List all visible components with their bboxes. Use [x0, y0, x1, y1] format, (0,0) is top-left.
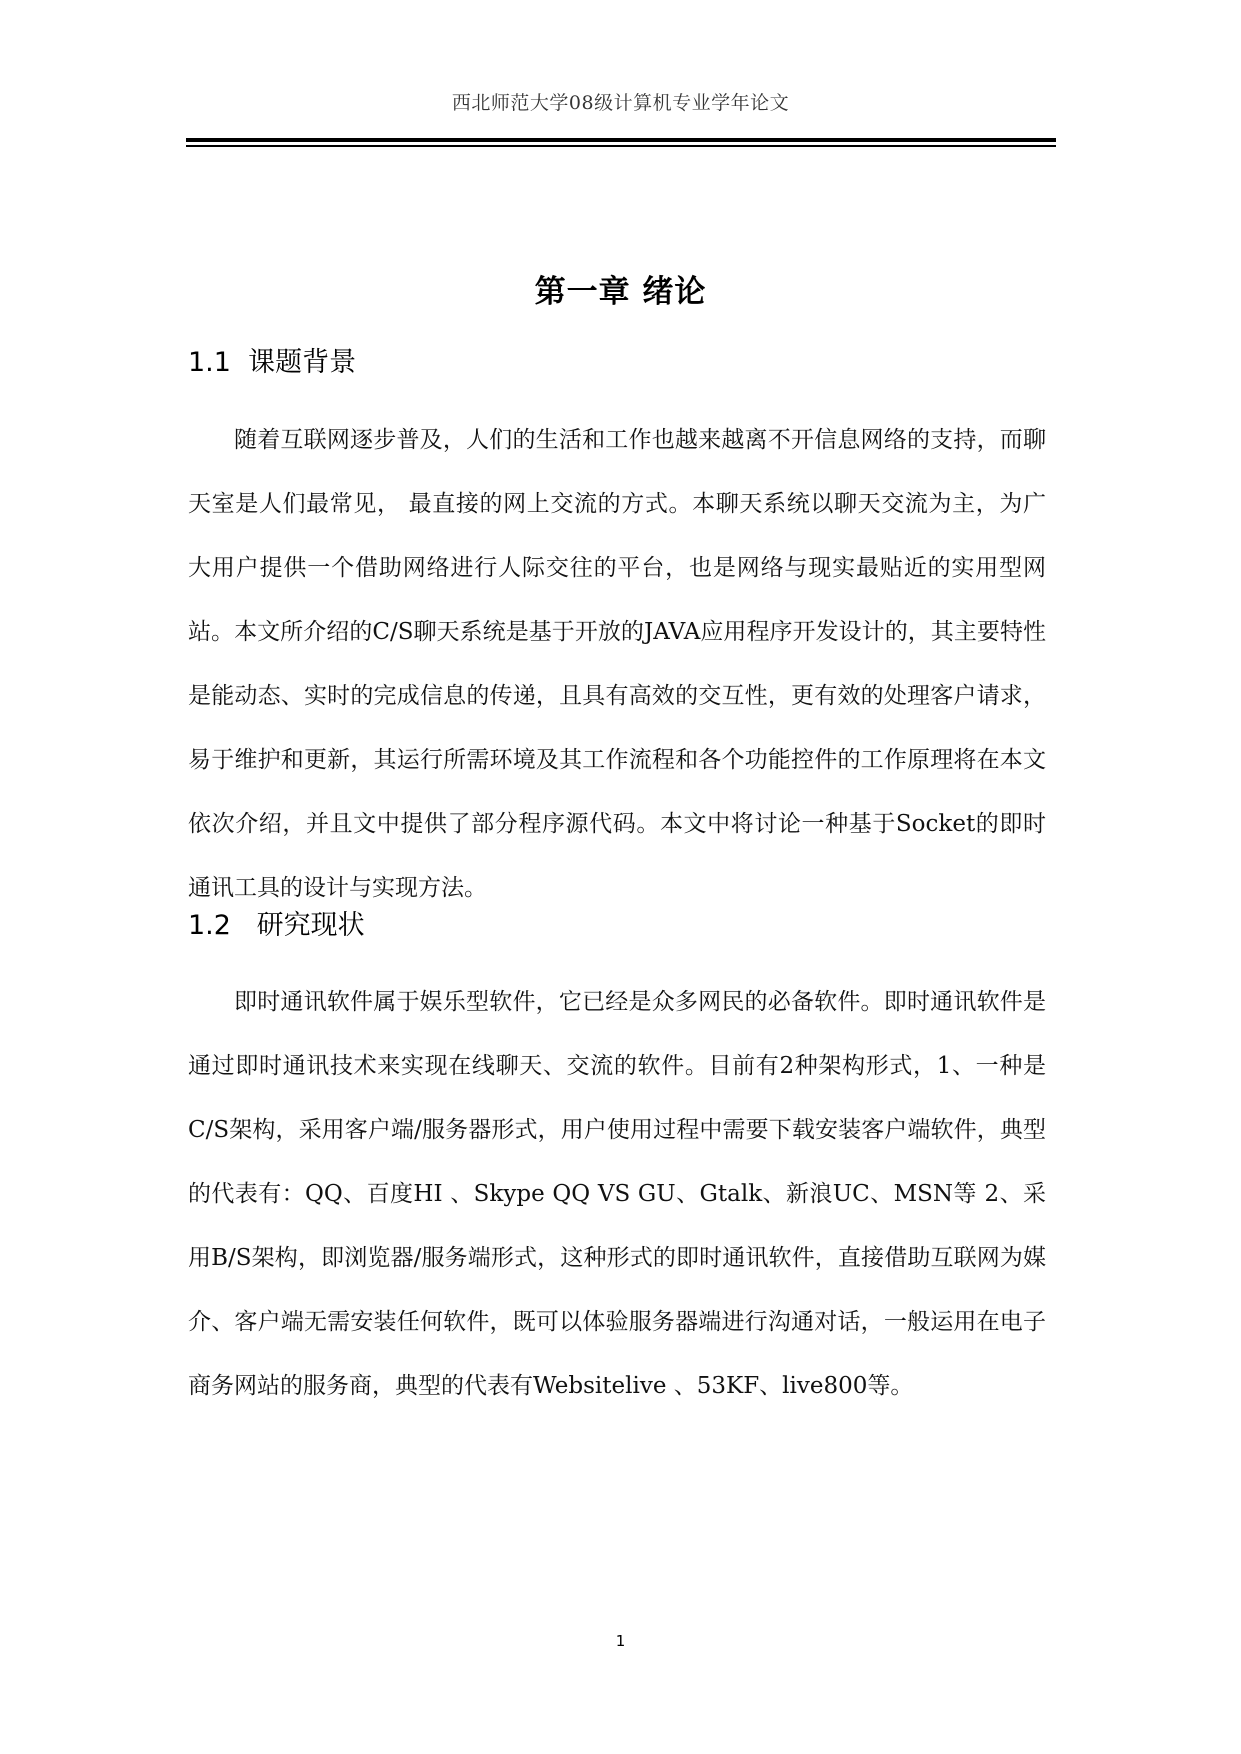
- chapter-title: 第一章 绪论: [534, 274, 707, 310]
- page-number: 1: [615, 1632, 626, 1650]
- section-heading-1-1: 1.1 课题背景: [188, 347, 357, 378]
- section-1-2-paragraph: 即时通讯软件属于娱乐型软件，它已经是众多网民的必备软件。即时通讯软件是通过即时通讯技术来实现在线聊天、交流的软件。目前有2种架构形式，1、一种是C/S架构，采用客户端/服务器形式，用户使用过程中需要下载安装客户端软件，典型的代表有：QQ、百度HI 、Skype QQ VS GU、Gtalk、新浪UC、MSN等 2、采用B/S架构，即浏览器/服务端形式，这种形式的即时通讯软件，直接借助互联网为媒介、客户端无需安装任何软件，既可以体验服务器端进行沟通对话，一般运用在电子商务网站的服务商，典型的代表有Websitelive 、53KF、live800等。: [188, 989, 1046, 1399]
- header-rule-thick: [186, 138, 1056, 142]
- header-rule-thin: [186, 145, 1056, 147]
- section-heading-1-2: 1.2 研究现状: [188, 910, 365, 941]
- section-1-1-paragraph: 随着互联网逐步普及，人们的生活和工作也越来越离不开信息网络的支持，而聊天室是人们最常见， 最直接的网上交流的方式。本聊天系统以聊天交流为主，为广大用户提供一个借助网络进行人际交往的平台，也是网络与现实最贴近的实用型网站。本文所介绍的C/S聊天系统是基于开放的JAVA应用程序开发设计的，其主要特性是能动态、实时的完成信息的传递，且具有高效的交互性，更有效的处理客户请求，易于维护和更新，其运行所需环境及其工作流程和各个功能控件的工作原理将在本文依次介绍，并且文中提供了部分程序源代码。本文中将讨论一种基于Socket的即时通讯工具的设计与实现方法。: [188, 427, 1046, 901]
- running-header: 西北师范大学08级计算机专业学年论文: [451, 92, 790, 114]
